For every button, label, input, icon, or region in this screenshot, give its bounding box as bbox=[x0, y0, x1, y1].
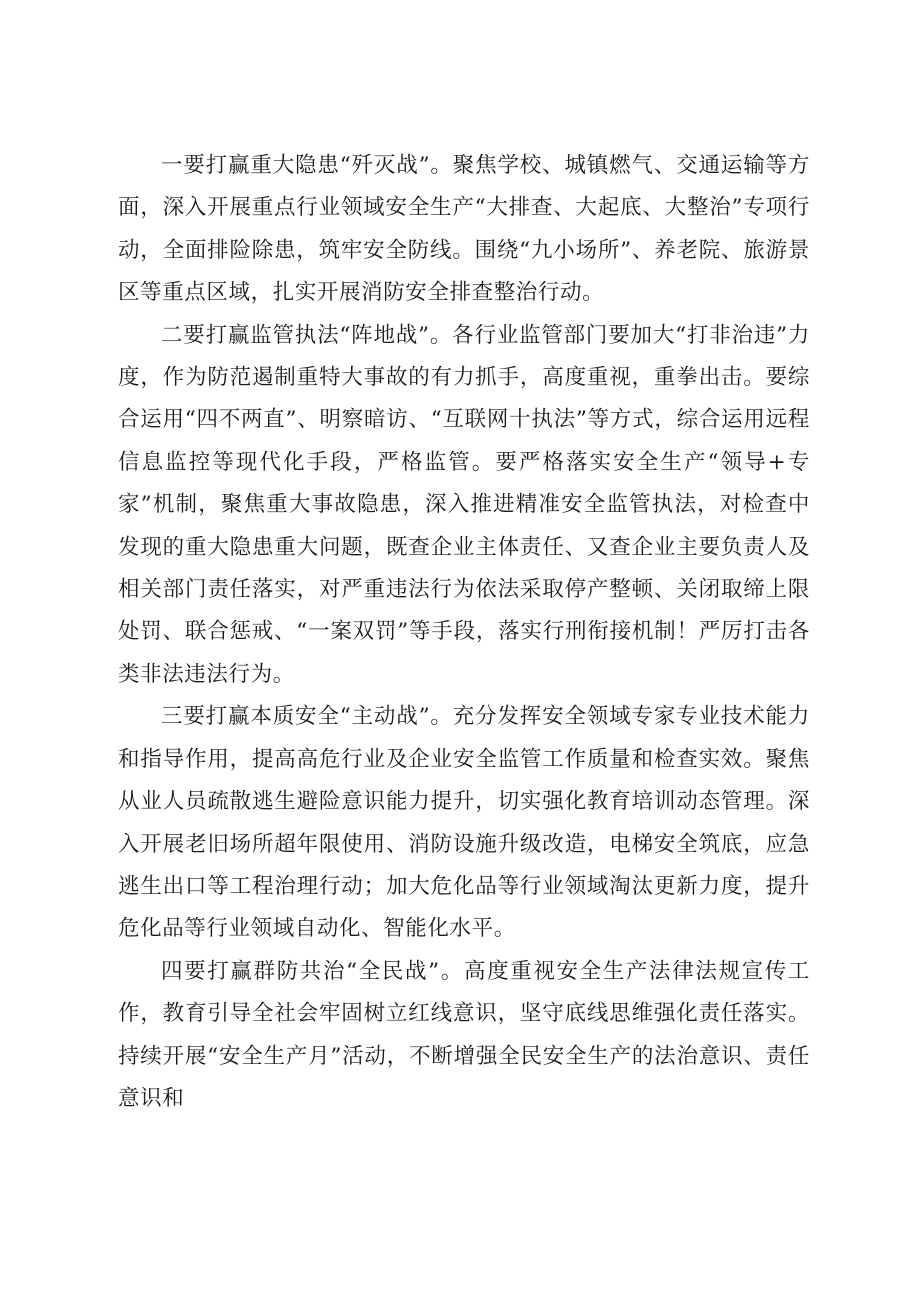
paragraph-1: 一要打赢重大隐患“歼灭战”。聚焦学校、城镇燃气、交通运输等方面，深入开展重点行业领域安全生产“大排查、大起底、大整治”专项行动，全面排险除患，筑牢安全防线。围绕“九小场所”、养老院、旅游景区等重点区域，扎实开展消防安全排查整治行动。 bbox=[118, 153, 810, 306]
document-body bbox=[118, 145, 810, 1120]
paragraph-4: 四要打赢群防共治“全民战”。高度重视安全生产法律法规宣传工作，教育引导全社会牢固树立红线意识，坚守底线思维强化责任落实。持续开展“安全生产月”活动，不断增强全民安全生产的法治意识、责任意识和 bbox=[118, 958, 810, 1111]
paragraph-3: 三要打赢本质安全“主动战”。充分发挥安全领域专家专业技术能力和指导作用，提高高危行业及企业安全监管工作质量和检查实效。聚焦从业人员疏散逃生避险意识能力提升，切实强化教育培训动态管理。深入开展老旧场所超年限使用、消防设施升级改造，电梯安全筑底，应急逃生出口等工程治理行动；加大危化品等行业领域淘汰更新力度，提升危化品等行业领域自动化、智能化水平。 bbox=[118, 704, 810, 942]
paragraph-2: 二要打赢监管执法“阵地战”。各行业监管部门要加大“打非治违”力度，作为防范遏制重特大事故的有力抓手，高度重视，重拳出击。要综合运用“四不两直”、明察暗访、“互联网十执法”等方式，综合运用远程信息监控等现代化手段，严格监管。要严格落实安全生产“领导+专家”机制，聚焦重大事故隐患，深入推进精准安全监管执法，对检查中发现的重大隐患重大问题，既查企业主体责任、又查企业主要负责人及相关部门责任落实，对严重违法行为依法采取停产整顿、关闭取缔上限处罚、联合惩戒、“一案双罚”等手段，落实行刑衔接机制！严厉打击各类非法违法行为。 bbox=[118, 322, 810, 687]
